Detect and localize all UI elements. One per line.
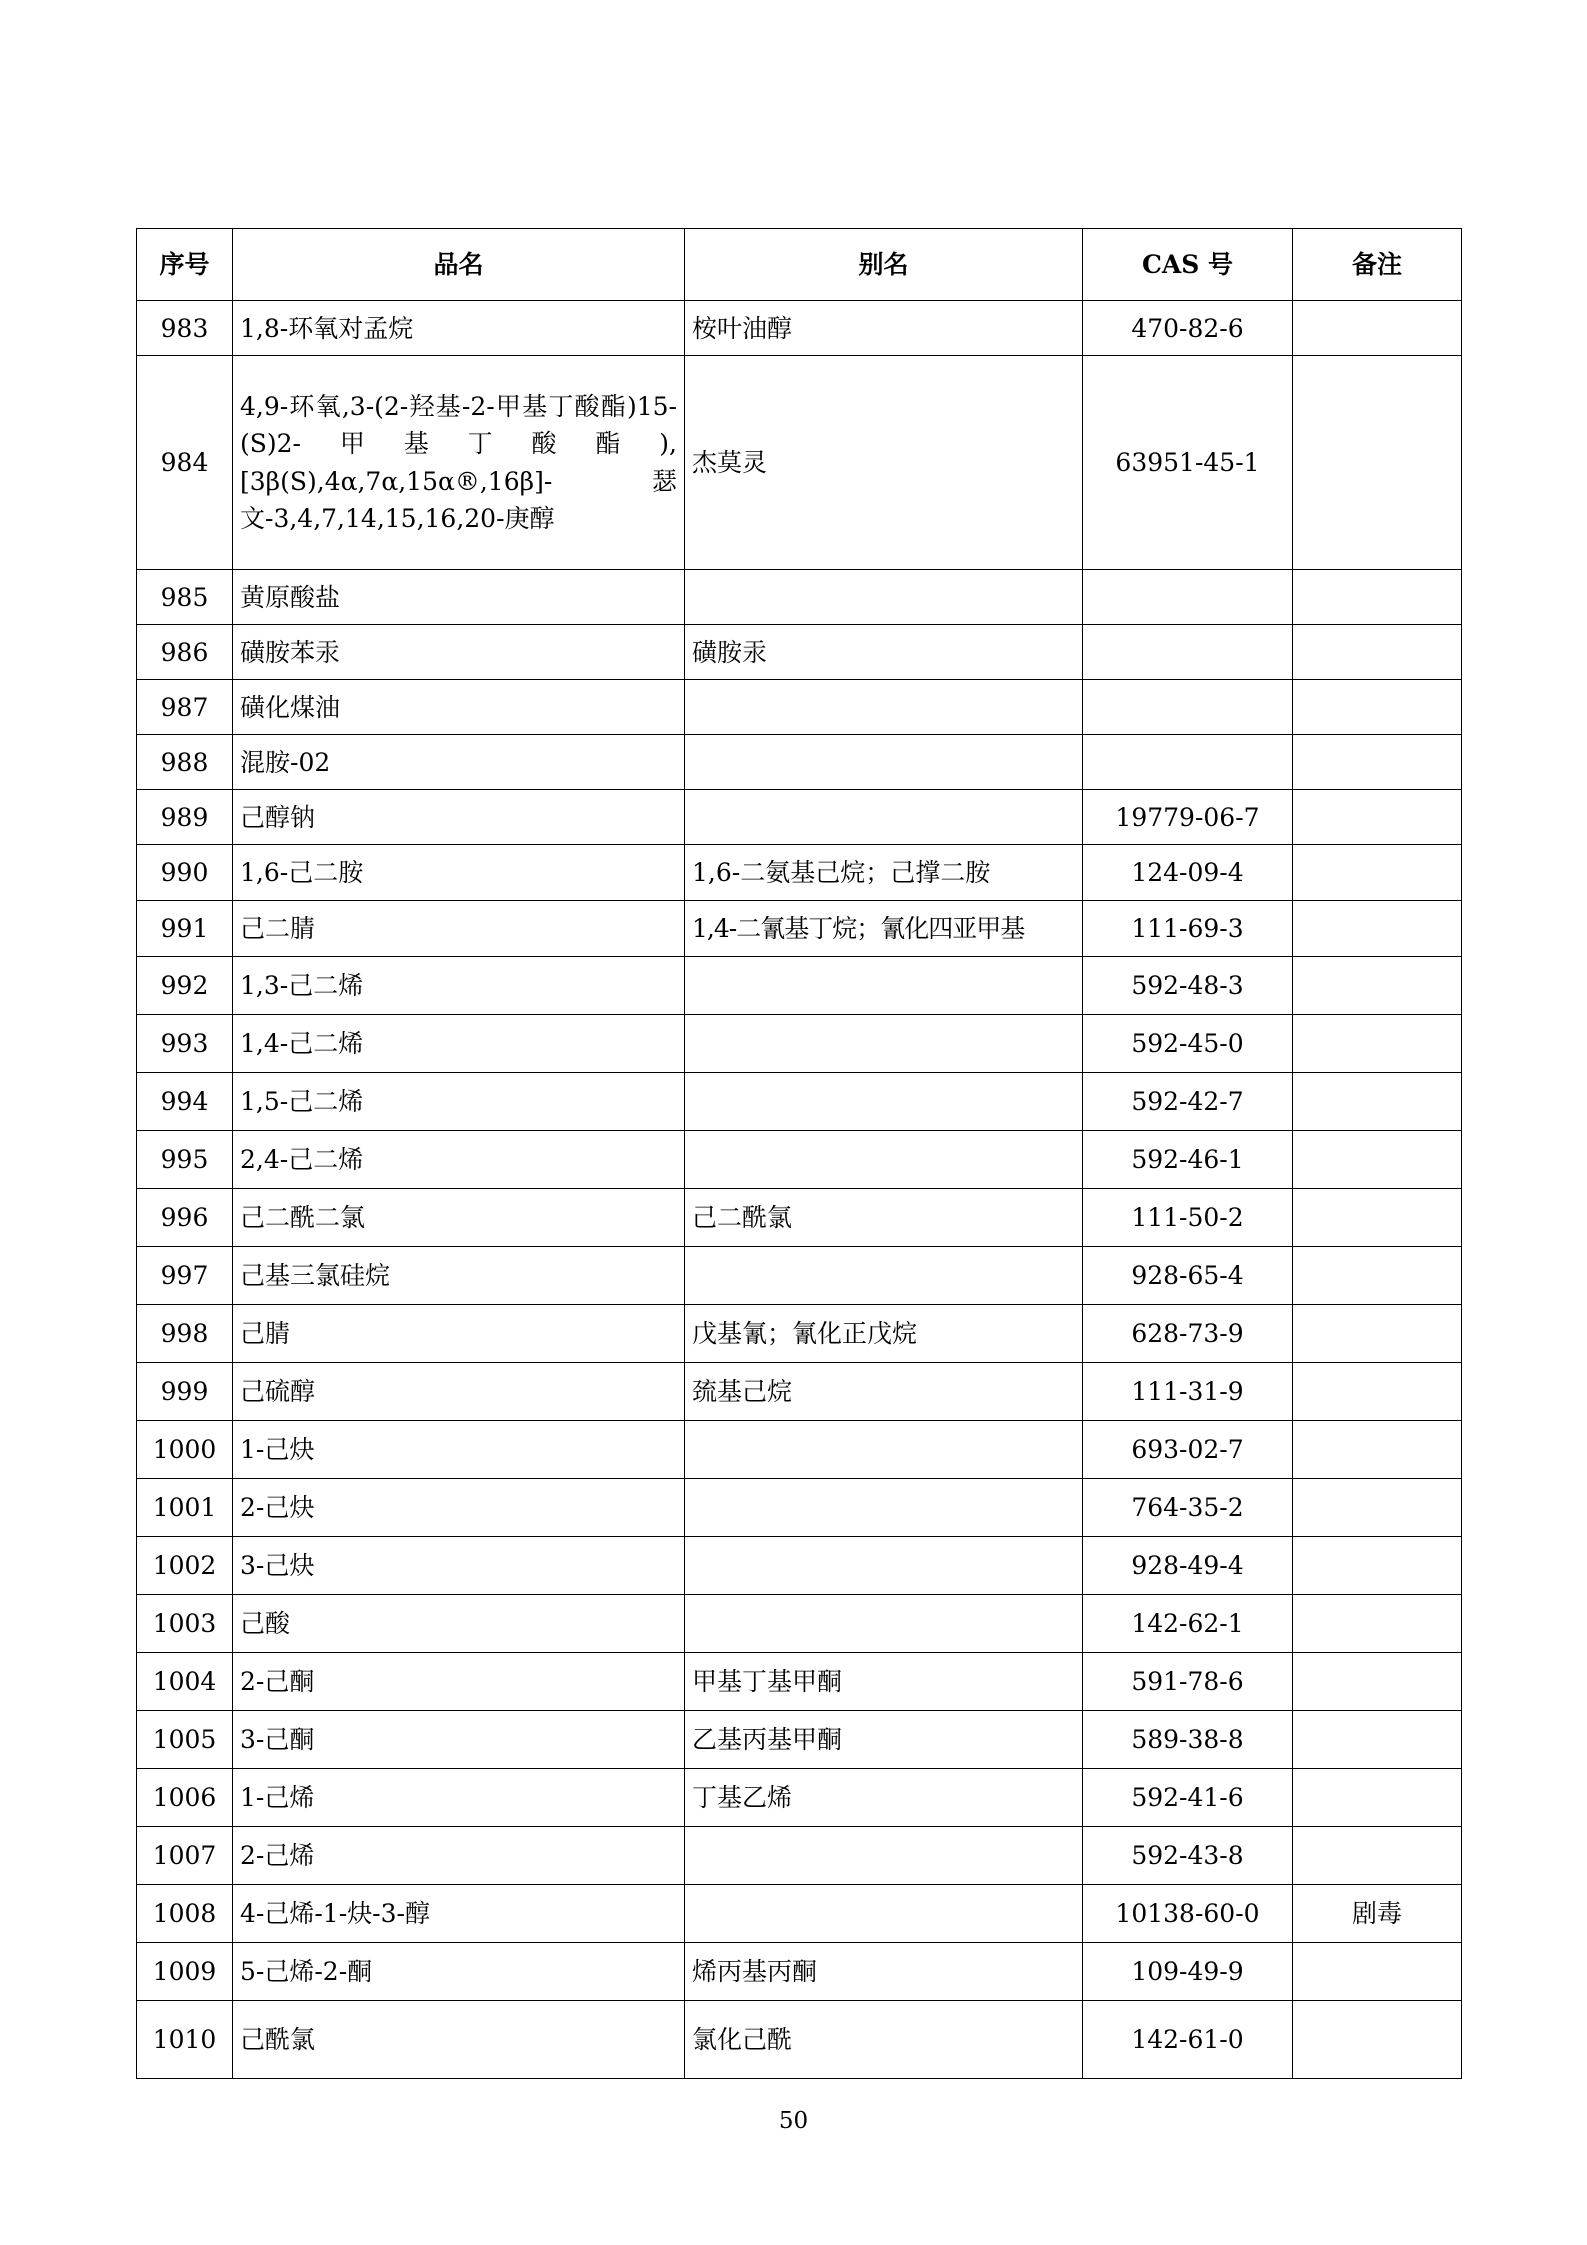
note-cell xyxy=(1293,625,1462,680)
header-row xyxy=(137,229,1462,301)
cas-cell: 589-38-8 xyxy=(1083,1711,1293,1769)
header-alias: 别名 xyxy=(685,229,1083,301)
seq-cell: 986 xyxy=(137,625,233,680)
name-cell: 混胺-02 xyxy=(233,735,685,790)
alias-cell xyxy=(685,790,1083,845)
alias-cell: 桉叶油醇 xyxy=(685,301,1083,356)
cas-cell: 592-48-3 xyxy=(1083,957,1293,1015)
alias-cell: 己二酰氯 xyxy=(685,1189,1083,1247)
cas-cell: 19779-06-7 xyxy=(1083,790,1293,845)
cas-cell: 928-65-4 xyxy=(1083,1247,1293,1305)
note-cell xyxy=(1293,735,1462,790)
note-cell xyxy=(1293,570,1462,625)
cas-cell: 628-73-9 xyxy=(1083,1305,1293,1363)
alias-cell xyxy=(685,1073,1083,1131)
cas-cell: 470-82-6 xyxy=(1083,301,1293,356)
name-cell: 4,9-环氧,3-(2-羟基-2-甲基丁酸酯)15-(S)2-甲基丁酸酯),[3β(S),4α,7α,15α®,16β]-瑟文-3,4,7,14,15,16,20-庚醇 xyxy=(233,356,685,570)
seq-cell: 994 xyxy=(137,1073,233,1131)
table-row xyxy=(137,1711,1462,1769)
header-seq: 序号 xyxy=(137,229,233,301)
cas-cell: 10138-60-0 xyxy=(1083,1885,1293,1943)
alias-cell xyxy=(685,1537,1083,1595)
table-row xyxy=(137,625,1462,680)
seq-cell: 1009 xyxy=(137,1943,233,2001)
name-cell: 黄原酸盐 xyxy=(233,570,685,625)
name-cell: 1,4-己二烯 xyxy=(233,1015,685,1073)
table-row xyxy=(137,790,1462,845)
cas-cell: 592-45-0 xyxy=(1083,1015,1293,1073)
cas-cell: 592-46-1 xyxy=(1083,1131,1293,1189)
alias-cell: 杰莫灵 xyxy=(685,356,1083,570)
note-cell xyxy=(1293,2001,1462,2079)
table-row xyxy=(137,1827,1462,1885)
name-cell: 1-己炔 xyxy=(233,1421,685,1479)
seq-cell: 985 xyxy=(137,570,233,625)
cas-cell xyxy=(1083,735,1293,790)
cas-cell: 142-61-0 xyxy=(1083,2001,1293,2079)
seq-cell: 991 xyxy=(137,901,233,957)
header-name: 品名 xyxy=(233,229,685,301)
name-cell: 5-己烯-2-酮 xyxy=(233,1943,685,2001)
note-cell xyxy=(1293,1827,1462,1885)
cas-cell: 592-41-6 xyxy=(1083,1769,1293,1827)
seq-cell: 1004 xyxy=(137,1653,233,1711)
cas-cell: 592-42-7 xyxy=(1083,1073,1293,1131)
cas-cell xyxy=(1083,625,1293,680)
header-cas: CAS 号 xyxy=(1083,229,1293,301)
alias-cell xyxy=(685,1827,1083,1885)
seq-cell: 989 xyxy=(137,790,233,845)
name-cell: 2-己烯 xyxy=(233,1827,685,1885)
alias-cell xyxy=(685,1595,1083,1653)
table-row xyxy=(137,1189,1462,1247)
note-cell xyxy=(1293,1305,1462,1363)
alias-cell: 磺胺汞 xyxy=(685,625,1083,680)
note-cell xyxy=(1293,1015,1462,1073)
alias-cell xyxy=(685,1131,1083,1189)
name-cell: 1,6-己二胺 xyxy=(233,845,685,901)
seq-cell: 988 xyxy=(137,735,233,790)
table-row xyxy=(137,1769,1462,1827)
alias-cell xyxy=(685,680,1083,735)
cas-cell: 63951-45-1 xyxy=(1083,356,1293,570)
alias-cell: 1,6-二氨基己烷；己撑二胺 xyxy=(685,845,1083,901)
seq-cell: 1000 xyxy=(137,1421,233,1479)
table-row xyxy=(137,957,1462,1015)
cas-cell xyxy=(1083,680,1293,735)
cas-cell: 111-50-2 xyxy=(1083,1189,1293,1247)
seq-cell: 993 xyxy=(137,1015,233,1073)
table-row xyxy=(137,1015,1462,1073)
table-row xyxy=(137,356,1462,570)
table-row xyxy=(137,1885,1462,1943)
table-row xyxy=(137,570,1462,625)
name-cell: 己酸 xyxy=(233,1595,685,1653)
table-row xyxy=(137,301,1462,356)
name-cell: 3-己酮 xyxy=(233,1711,685,1769)
table-row xyxy=(137,735,1462,790)
note-cell xyxy=(1293,680,1462,735)
note-cell xyxy=(1293,1363,1462,1421)
seq-cell: 1007 xyxy=(137,1827,233,1885)
alias-cell: 乙基丙基甲酮 xyxy=(685,1711,1083,1769)
name-cell: 磺化煤油 xyxy=(233,680,685,735)
table-row xyxy=(137,1653,1462,1711)
note-cell xyxy=(1293,1711,1462,1769)
cas-cell: 142-62-1 xyxy=(1083,1595,1293,1653)
note-cell xyxy=(1293,790,1462,845)
name-cell: 2-己炔 xyxy=(233,1479,685,1537)
name-cell: 2,4-己二烯 xyxy=(233,1131,685,1189)
alias-cell: 氯化己酰 xyxy=(685,2001,1083,2079)
alias-cell xyxy=(685,735,1083,790)
note-cell xyxy=(1293,1943,1462,2001)
seq-cell: 998 xyxy=(137,1305,233,1363)
note-cell: 剧毒 xyxy=(1293,1885,1462,1943)
note-cell xyxy=(1293,1073,1462,1131)
table-row xyxy=(137,1595,1462,1653)
seq-cell: 992 xyxy=(137,957,233,1015)
name-cell: 1,8-环氧对孟烷 xyxy=(233,301,685,356)
alias-cell: 甲基丁基甲酮 xyxy=(685,1653,1083,1711)
seq-cell: 999 xyxy=(137,1363,233,1421)
seq-cell: 1010 xyxy=(137,2001,233,2079)
note-cell xyxy=(1293,901,1462,957)
seq-cell: 995 xyxy=(137,1131,233,1189)
table-row xyxy=(137,680,1462,735)
seq-cell: 1002 xyxy=(137,1537,233,1595)
name-cell: 3-己炔 xyxy=(233,1537,685,1595)
table-row xyxy=(137,1537,1462,1595)
note-cell xyxy=(1293,1247,1462,1305)
seq-cell: 1008 xyxy=(137,1885,233,1943)
alias-cell: 戊基氰；氰化正戊烷 xyxy=(685,1305,1083,1363)
name-cell: 己酰氯 xyxy=(233,2001,685,2079)
cas-cell: 109-49-9 xyxy=(1083,1943,1293,2001)
table-row xyxy=(137,1363,1462,1421)
seq-cell: 1001 xyxy=(137,1479,233,1537)
name-cell: 己腈 xyxy=(233,1305,685,1363)
cas-cell: 591-78-6 xyxy=(1083,1653,1293,1711)
table-row xyxy=(137,1073,1462,1131)
table-row xyxy=(137,901,1462,957)
chemical-table xyxy=(136,228,1462,2079)
cas-cell xyxy=(1083,570,1293,625)
table-row xyxy=(137,1247,1462,1305)
name-cell: 磺胺苯汞 xyxy=(233,625,685,680)
name-cell: 2-己酮 xyxy=(233,1653,685,1711)
note-cell xyxy=(1293,301,1462,356)
note-cell xyxy=(1293,957,1462,1015)
note-cell xyxy=(1293,1131,1462,1189)
name-cell: 1,5-己二烯 xyxy=(233,1073,685,1131)
note-cell xyxy=(1293,1537,1462,1595)
note-cell xyxy=(1293,1421,1462,1479)
cas-cell: 764-35-2 xyxy=(1083,1479,1293,1537)
table-row xyxy=(137,1305,1462,1363)
name-cell: 4-己烯-1-炔-3-醇 xyxy=(233,1885,685,1943)
alias-cell: 1,4-二氰基丁烷；氰化四亚甲基 xyxy=(685,901,1083,957)
cas-cell: 928-49-4 xyxy=(1083,1537,1293,1595)
note-cell xyxy=(1293,1189,1462,1247)
seq-cell: 983 xyxy=(137,301,233,356)
header-note: 备注 xyxy=(1293,229,1462,301)
name-cell: 1,3-己二烯 xyxy=(233,957,685,1015)
alias-cell xyxy=(685,1421,1083,1479)
table-row xyxy=(137,1131,1462,1189)
seq-cell: 1003 xyxy=(137,1595,233,1653)
note-cell xyxy=(1293,1595,1462,1653)
seq-cell: 984 xyxy=(137,356,233,570)
seq-cell: 1005 xyxy=(137,1711,233,1769)
note-cell xyxy=(1293,845,1462,901)
table-row xyxy=(137,1943,1462,2001)
cas-cell: 693-02-7 xyxy=(1083,1421,1293,1479)
name-cell: 己基三氯硅烷 xyxy=(233,1247,685,1305)
alias-cell xyxy=(685,957,1083,1015)
alias-cell xyxy=(685,570,1083,625)
alias-cell xyxy=(685,1247,1083,1305)
alias-cell: 巯基己烷 xyxy=(685,1363,1083,1421)
name-cell: 己硫醇 xyxy=(233,1363,685,1421)
seq-cell: 987 xyxy=(137,680,233,735)
alias-cell: 丁基乙烯 xyxy=(685,1769,1083,1827)
seq-cell: 997 xyxy=(137,1247,233,1305)
note-cell xyxy=(1293,1653,1462,1711)
cas-cell: 124-09-4 xyxy=(1083,845,1293,901)
alias-cell: 烯丙基丙酮 xyxy=(685,1943,1083,2001)
table-row xyxy=(137,2001,1462,2079)
name-cell: 己二酰二氯 xyxy=(233,1189,685,1247)
table-row xyxy=(137,1421,1462,1479)
cas-cell: 111-69-3 xyxy=(1083,901,1293,957)
note-cell xyxy=(1293,356,1462,570)
alias-cell xyxy=(685,1479,1083,1537)
page-number: 50 xyxy=(778,2108,809,2134)
cas-cell: 111-31-9 xyxy=(1083,1363,1293,1421)
seq-cell: 1006 xyxy=(137,1769,233,1827)
note-cell xyxy=(1293,1479,1462,1537)
name-cell: 1-己烯 xyxy=(233,1769,685,1827)
name-cell: 己二腈 xyxy=(233,901,685,957)
alias-cell xyxy=(685,1015,1083,1073)
table-row xyxy=(137,1479,1462,1537)
name-cell: 己醇钠 xyxy=(233,790,685,845)
seq-cell: 990 xyxy=(137,845,233,901)
cas-cell: 592-43-8 xyxy=(1083,1827,1293,1885)
note-cell xyxy=(1293,1769,1462,1827)
seq-cell: 996 xyxy=(137,1189,233,1247)
table-row xyxy=(137,845,1462,901)
alias-cell xyxy=(685,1885,1083,1943)
